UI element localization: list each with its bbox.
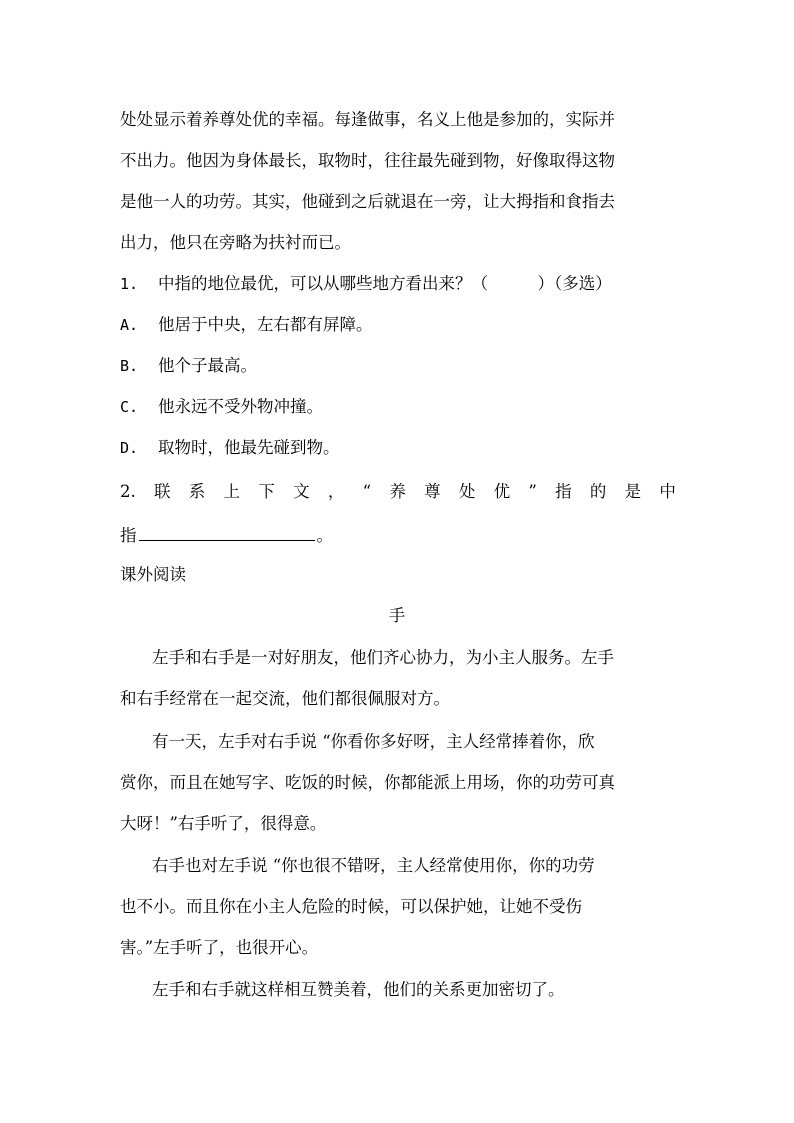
question-1-number: 1. xyxy=(120,275,139,293)
story-line: 赏你，而且在她写字、吃饭的时候，你都能派上用场，你的功劳可真 xyxy=(120,773,615,792)
option-b xyxy=(120,354,257,378)
option-key: C. xyxy=(120,398,139,416)
option-a xyxy=(120,313,373,337)
q2-char: 是 xyxy=(624,482,642,501)
q2-line2-suffix: 。 xyxy=(316,526,333,545)
q2-char: ， xyxy=(327,482,345,501)
story-line: 大呀！”右手听了，很得意。 xyxy=(120,814,327,833)
q2-char: 的 xyxy=(589,482,607,501)
option-text: 他个子最高。 xyxy=(158,356,257,375)
q2-char: 2. xyxy=(120,482,136,501)
story-line: 左手和右手就这样相互赞美着，他们的关系更加密切了。 xyxy=(152,980,565,999)
q2-char: 处 xyxy=(458,482,476,501)
q2-char: 上 xyxy=(223,482,241,501)
q2-char: 文 xyxy=(293,482,310,501)
passage-line: 不出力。他因为身体最长，取物时，往往最先碰到物，好像取得这物 xyxy=(120,151,615,170)
option-text: 他居于中央，左右都有屏障。 xyxy=(158,315,373,334)
q2-line2-prefix: 指 xyxy=(120,526,137,545)
q2-char: 养 xyxy=(389,482,406,501)
story-line: 害。”左手听了，也很开心。 xyxy=(120,938,319,957)
story-line: 左手和右手是一对好朋友，他们齐心协力，为小主人服务。左手 xyxy=(152,648,614,667)
passage-line: 处处显示着养尊处优的幸福。每逢做事，名义上他是参加的，实际并 xyxy=(120,110,615,129)
section-label: 课外阅读 xyxy=(120,565,186,584)
option-text: 取物时，他最先碰到物。 xyxy=(158,438,340,457)
option-text: 他永远不受外物冲撞。 xyxy=(158,397,323,416)
option-d xyxy=(120,436,340,460)
q2-char: 下 xyxy=(258,482,275,501)
story-line: 和右手经常在一起交流，他们都很佩服对方。 xyxy=(120,689,450,708)
question-2-line-2 xyxy=(120,522,676,548)
q2-char: “ xyxy=(362,482,372,501)
question-1-text: 中指的地位最优，可以从哪些地方看出来？（ ）（多选） xyxy=(158,274,612,293)
q2-char: 联 xyxy=(154,482,171,501)
q2-char: 尊 xyxy=(424,482,441,501)
answer-blank[interactable] xyxy=(139,522,315,541)
option-key: D. xyxy=(120,439,139,457)
story-line: 右手也对左手说 “你也很不错呀，主人经常使用你，你的功劳 xyxy=(152,856,595,875)
question-2-line-1 xyxy=(120,480,676,504)
q2-char: 系 xyxy=(188,482,206,501)
q2-char: 指 xyxy=(555,482,572,501)
story-title: 手 xyxy=(388,606,406,625)
option-key: A. xyxy=(120,316,139,334)
q2-char: 中 xyxy=(659,482,676,501)
story-line: 也不小。而且你在小主人危险的时候，可以保护她，让她不受伤 xyxy=(120,897,582,916)
passage-line: 是他一人的功劳。其实，他碰到之后就退在一旁，让大拇指和食指去 xyxy=(120,192,615,211)
option-c xyxy=(120,395,323,419)
q2-char: ” xyxy=(528,482,537,501)
passage-line: 出力，他只在旁略为扶衬而已。 xyxy=(120,233,351,252)
q2-char: 优 xyxy=(493,482,511,501)
story-line: 有一天，左手对右手说 “你看你多好呀，主人经常捧着你，欣 xyxy=(152,732,595,751)
option-key: B. xyxy=(120,357,139,375)
question-1 xyxy=(120,272,676,296)
